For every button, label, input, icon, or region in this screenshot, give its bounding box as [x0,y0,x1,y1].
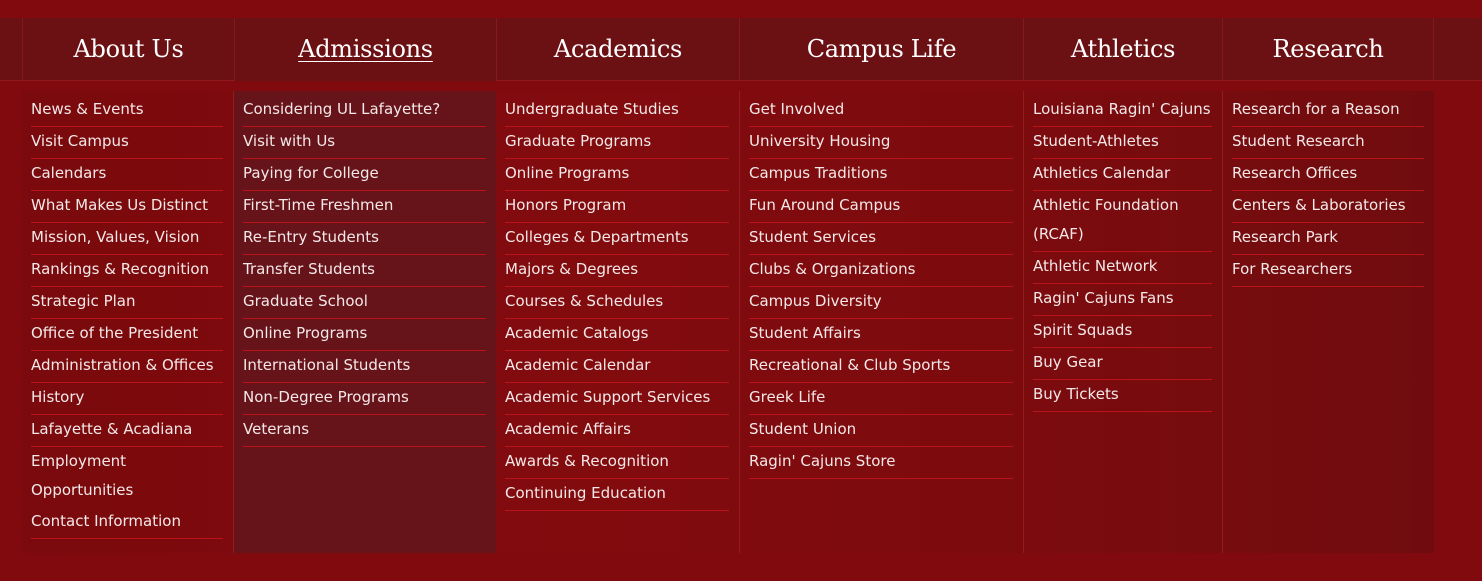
menu-link[interactable]: Spirit Squads [1033,316,1212,348]
menu-link[interactable]: Greek Life [749,383,1013,415]
menu-link[interactable]: Student Research [1232,127,1424,159]
menu-link[interactable]: Transfer Students [243,255,486,287]
tab-athletics[interactable]: Athletics [1023,18,1222,80]
menu-link[interactable]: Recreational & Club Sports [749,351,1013,383]
menu-link[interactable]: Student Affairs [749,319,1013,351]
tab-admissions[interactable]: Admissions [234,18,496,81]
menu-link[interactable]: Office of the President [31,319,223,351]
menu-link[interactable]: Re-Entry Students [243,223,486,255]
campus-life-links [740,91,1023,479]
menu-column-about-us [22,91,233,553]
menu-link[interactable]: International Students [243,351,486,383]
tab-academics[interactable]: Academics [496,18,739,80]
menu-link[interactable]: Veterans [243,415,486,447]
menu-link[interactable]: Ragin' Cajuns Store [749,447,1013,479]
menu-link[interactable]: Academic Support Services [505,383,729,415]
menu-link[interactable]: Non-Degree Programs [243,383,486,415]
menu-link[interactable]: Athletic Network [1033,252,1212,284]
menu-column-research [1222,91,1434,553]
menu-link[interactable]: Get Involved [749,95,1013,127]
menu-link[interactable]: Louisiana Ragin' Cajuns [1033,95,1212,127]
menu-link[interactable]: Academic Catalogs [505,319,729,351]
menu-link[interactable]: Graduate School [243,287,486,319]
menu-link[interactable]: Online Programs [505,159,729,191]
menu-link[interactable]: Fun Around Campus [749,191,1013,223]
menu-link[interactable]: Campus Diversity [749,287,1013,319]
menu-link[interactable]: For Researchers [1232,255,1424,287]
menu-link[interactable]: Academic Calendar [505,351,729,383]
tab-about-us[interactable]: About Us [22,18,234,80]
menu-link[interactable]: Contact Information [31,507,223,539]
menu-link[interactable]: Research Park [1232,223,1424,255]
menu-link[interactable]: Graduate Programs [505,127,729,159]
menu-link[interactable]: Visit Campus [31,127,223,159]
top-strip [0,0,1482,18]
menu-link[interactable]: Academic Affairs [505,415,729,447]
menu-column-campus-life [739,91,1023,553]
menu-link[interactable]: What Makes Us Distinct [31,191,223,223]
menu-link[interactable]: Lafayette & Acadiana [31,415,223,447]
menu-link[interactable]: Student Services [749,223,1013,255]
athletics-links [1024,91,1222,412]
menu-link[interactable]: Honors Program [505,191,729,223]
tab-campus-life[interactable]: Campus Life [739,18,1023,80]
menu-link[interactable]: Online Programs [243,319,486,351]
menu-link[interactable]: Paying for College [243,159,486,191]
menu-link[interactable]: News & Events [31,95,223,127]
admissions-links [234,91,496,447]
menu-link[interactable]: Student Union [749,415,1013,447]
menu-link[interactable]: Visit with Us [243,127,486,159]
research-links [1223,91,1434,287]
menu-link[interactable]: Buy Tickets [1033,380,1212,412]
menu-link[interactable]: Campus Traditions [749,159,1013,191]
menu-link[interactable]: Considering UL Lafayette? [243,95,486,127]
menu-link[interactable]: Majors & Degrees [505,255,729,287]
menu-link[interactable]: Rankings & Recognition [31,255,223,287]
menu-link[interactable]: Administration & Offices [31,351,223,383]
menu-link[interactable]: Colleges & Departments [505,223,729,255]
menu-link[interactable]: Undergraduate Studies [505,95,729,127]
menu-column-admissions [233,91,496,553]
menu-link[interactable]: History [31,383,223,415]
menu-column-academics [496,91,739,553]
menu-link[interactable]: First-Time Freshmen [243,191,486,223]
mega-menu-panel [22,91,1434,553]
menu-link[interactable]: Athletic Foundation (RCAF) [1033,191,1212,252]
menu-link[interactable]: Awards & Recognition [505,447,729,479]
menu-link[interactable]: Continuing Education [505,479,729,511]
menu-link[interactable]: Courses & Schedules [505,287,729,319]
menu-link[interactable]: Employment Opportunities [31,452,134,499]
about-us-links [22,91,233,539]
menu-link[interactable]: Calendars [31,159,223,191]
menu-link[interactable]: Research Offices [1232,159,1424,191]
main-nav [0,18,1482,81]
menu-link[interactable]: Clubs & Organizations [749,255,1013,287]
menu-link[interactable]: University Housing [749,127,1013,159]
menu-link[interactable]: Buy Gear [1033,348,1212,380]
menu-link[interactable]: Mission, Values, Vision [31,223,223,255]
nav-divider [1433,18,1434,80]
menu-link[interactable]: Ragin' Cajuns Fans [1033,284,1212,316]
menu-link[interactable]: Student-Athletes [1033,127,1212,159]
menu-link[interactable]: Research for a Reason [1232,95,1424,127]
menu-column-athletics [1023,91,1222,553]
menu-link[interactable]: Strategic Plan [31,287,223,319]
academics-links [496,91,739,511]
tab-research[interactable]: Research [1222,18,1433,80]
menu-link[interactable]: Athletics Calendar [1033,159,1212,191]
menu-link[interactable]: Centers & Laboratories [1232,191,1424,223]
